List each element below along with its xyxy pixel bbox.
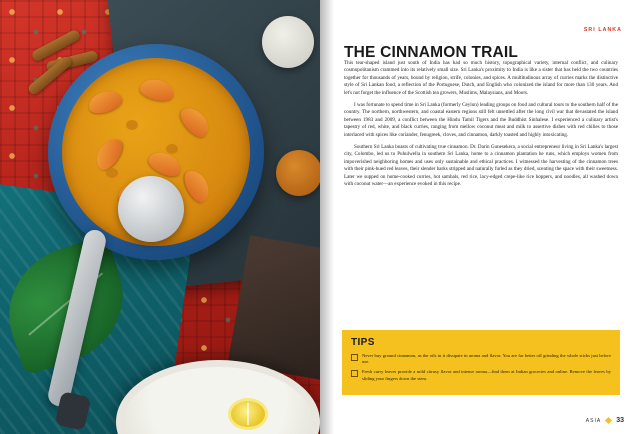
curry-garnish xyxy=(106,168,118,178)
small-spice-bowl xyxy=(276,150,320,196)
paragraph: Southern Sri Lanka boasts of cultivating true cinnamon. Dr. Darin Gunesekera, a social entrepreneur living in Sri Lanka's largest city, Colombo, led us to Puhulwella in southern Sri Lanka, home to a cinnamon plantation he runs, which employs women from impoverished neighboring homes and uses only sustainable and ethical practices. I witnessed the harvesting of the cinnamon trees with their pink-hued red leaves, their slender barks stripped and naturally furled as they dried, scenting the space with their sweetness. Later we supped on home-cooked curries, hot sambals, red rice, lacy-edged crepe-like rice hoppers, and noodles, all washed down with coconut water—an experience evoked in this recipe. xyxy=(344,144,618,188)
shrimp xyxy=(138,76,176,104)
diamond-icon xyxy=(605,417,612,424)
lemon-slice xyxy=(228,398,268,430)
tip-text: Never buy ground cinnamon, as the oils in it dissipate in aroma and flavor. You are far better off grinding the whole sticks just before use. xyxy=(362,353,611,365)
shrimp xyxy=(180,166,214,205)
paragraph: This tear-shaped island just south of India has had so much history, topographical variety, internal conflict, and culinary cosmopolitanism crammed into its relatively small size. Sri Lanka's proximity to India is like a sister that has held the two countries together for thousands of years, bound by religion, strife, colonies, and spices. A multitudinous array of curries marks the distinctive style of Sri Lankan food, a reflection of the Portuguese, Dutch, and English who colonized the island for more than 130 years. And let's not forget the influence of the Scottish tea growers, Muslims, Malaysians, and Moors. xyxy=(344,60,618,96)
tip-item xyxy=(351,369,611,381)
tips-box xyxy=(342,330,620,395)
shrimp xyxy=(86,87,125,117)
tips-heading: TIPS xyxy=(351,337,375,348)
curry-garnish xyxy=(126,120,138,130)
square-bullet-icon xyxy=(351,354,358,361)
page-title: THE CINNAMON TRAIL xyxy=(344,44,519,62)
page-number: 33 xyxy=(616,417,624,424)
curry-garnish xyxy=(166,144,178,154)
ladle-bowl xyxy=(118,176,184,242)
tip-item xyxy=(351,353,611,365)
region-tag: SRI LANKA xyxy=(583,27,622,33)
footer-section-label: ASIA xyxy=(585,417,602,424)
page-footer xyxy=(586,417,624,424)
square-bullet-icon xyxy=(351,370,358,377)
right-page-text xyxy=(320,0,640,434)
tip-text: Fresh curry leaves provide a mild citrusy flavor and intense aroma—find them at Indian groceries and online. Remove the leaves by sliding your fingers down the stem. xyxy=(362,369,611,381)
paragraph: I was fortunate to spend time in Sri Lanka (formerly Ceylon) leading groups on food and cultural tours to the southern half of the country. The northern, northwestern, and coastal eastern regions still felt unsettled after the long civil war that devastated the island between 1983 and 2009, a conflict between the Hindu Tamil Tigers and the Buddhist Sinhalese. I experienced a culinary artist's tapestry of red, white, and black curries, ranging from mellow coconut meat and milk to assertive dishes with red chilies to those interlaced with spices like coriander, fenugreek, cloves, and cinnamon, darkly toasted and highly intoxicating. xyxy=(344,102,618,138)
shrimp xyxy=(176,103,214,142)
article-body xyxy=(344,60,618,194)
small-white-bowl xyxy=(262,16,314,68)
